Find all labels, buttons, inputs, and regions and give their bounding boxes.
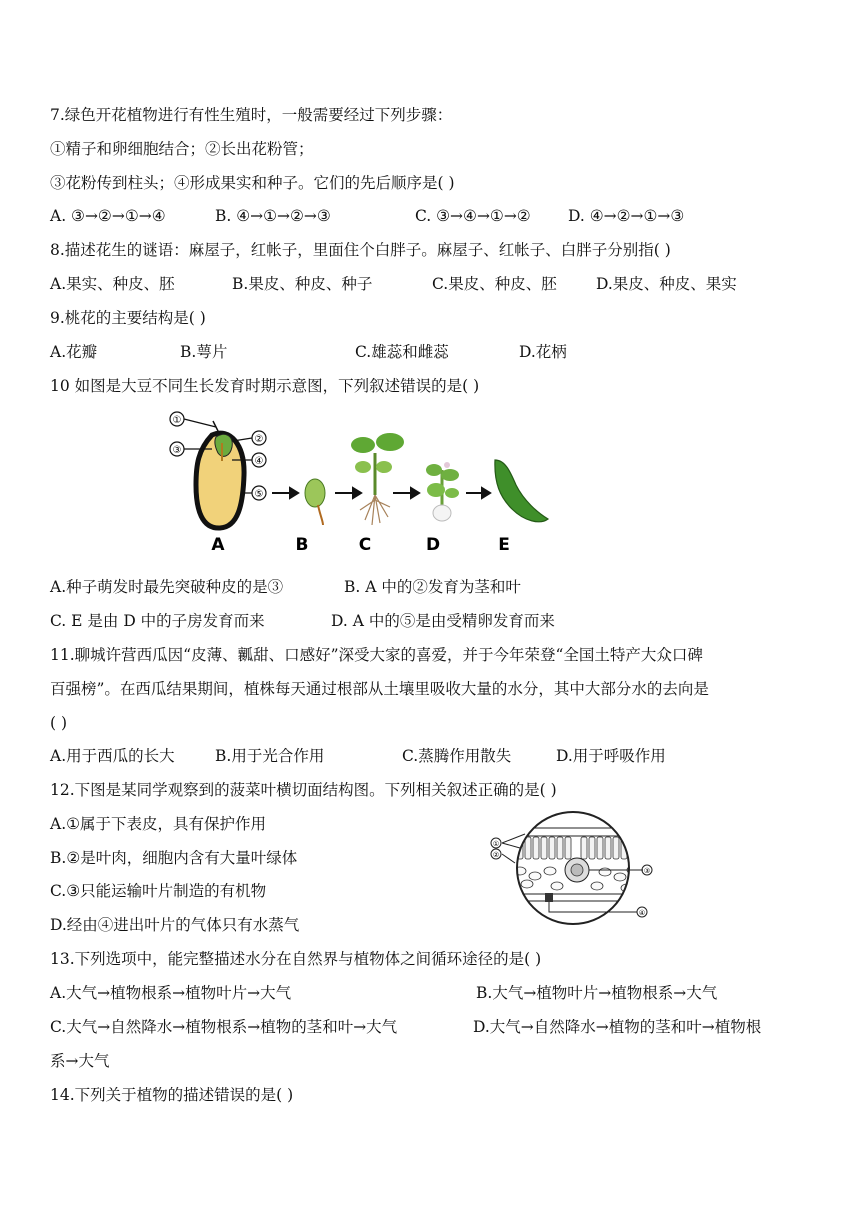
- q13-option-a: A.大气→植物根系→植物叶片→大气: [50, 984, 292, 1002]
- q8-option-d: D.果皮、种皮、果实: [596, 275, 737, 293]
- q11-option-d: D.用于呼吸作用: [556, 747, 666, 765]
- q11-line1: 11.聊城许营西瓜因“皮薄、瓤甜、口感好”深受大家的喜爱，并于今年荣登“全国土特产大众口碑: [50, 646, 703, 664]
- q12-option-a: A.①属于下表皮，具有保护作用: [50, 815, 267, 833]
- q13-option-d-cont: 系→大气: [50, 1052, 110, 1070]
- leaf-label-1: ①: [492, 840, 500, 848]
- q13-option-c: C.大气→自然降水→植物根系→植物的茎和叶→大气: [50, 1018, 398, 1036]
- stage-c-diagram: [351, 433, 404, 525]
- stage-label-e: E: [498, 535, 510, 555]
- q12-option-d: D.经由④进出叶片的气体只有水蒸气: [50, 916, 300, 934]
- stage-label-d: D: [425, 535, 441, 555]
- q12-option-b: B.②是叶肉，细胞内含有大量叶绿体: [50, 849, 298, 867]
- q9-stem: 9.桃花的主要结构是( ): [50, 309, 206, 327]
- q7-option-d: D. ④→②→①→③: [568, 207, 685, 225]
- stage-d-diagram: [426, 462, 459, 521]
- stage-label-c: C: [358, 535, 372, 555]
- q8-stem: 8.描述花生的谜语：麻屋子，红帐子，里面住个白胖子。麻屋子、红帐子、白胖子分别指( ): [50, 241, 671, 259]
- seed-label-3: ③: [172, 445, 182, 456]
- q8-option-b: B.果皮、种皮、种子: [232, 275, 373, 293]
- q8-option-c: C.果皮、种皮、胚: [432, 275, 557, 293]
- q13-option-b: B.大气→植物叶片→植物根系→大气: [476, 984, 718, 1002]
- q14-stem: 14.下列关于植物的描述错误的是( ): [50, 1086, 294, 1104]
- q10-option-d: D. A 中的⑤是由受精卵发育而来: [331, 612, 555, 630]
- stage-e-pod: [495, 460, 548, 522]
- leaf-cross-section-figure: [485, 808, 665, 928]
- q9-option-b: B.萼片: [180, 343, 228, 361]
- seed-label-2: ②: [254, 434, 264, 445]
- q10-option-b: B. A 中的②发育为茎和叶: [344, 578, 521, 596]
- q9-option-c: C.雄蕊和雌蕊: [355, 343, 449, 361]
- seed-label-4: ④: [254, 456, 264, 467]
- stage-label-b: B: [295, 535, 309, 555]
- q8-option-a: A.果实、种皮、胚: [50, 275, 175, 293]
- soybean-growth-figure: [160, 405, 560, 555]
- leaf-label-2: ②: [492, 851, 500, 859]
- q9-option-a: A.花瓣: [50, 343, 98, 361]
- stage-label-a: A: [211, 535, 225, 555]
- q13-stem: 13.下列选项中，能完整描述水分在自然界与植物体之间循环途径的是( ): [50, 950, 542, 968]
- q9-option-d: D.花柄: [519, 343, 567, 361]
- q12-stem: 12.下图是某同学观察到的菠菜叶横切面结构图。下列相关叙述正确的是( ): [50, 781, 557, 799]
- q7-option-b: B. ④→①→②→③: [215, 207, 331, 225]
- q11-line3: ( ): [50, 714, 68, 732]
- leaf-label-4: ④: [638, 909, 646, 917]
- q7-option-a: A. ③→②→①→④: [50, 207, 166, 225]
- q7-line2: ①精子和卵细胞结合；②长出花粉管；: [50, 140, 314, 158]
- q11-option-c: C.蒸腾作用散失: [402, 747, 512, 765]
- q10-stem: 10 如图是大豆不同生长发育时期示意图，下列叙述错误的是( ): [50, 377, 480, 395]
- q11-line2: 百强榜”。在西瓜结果期间，植株每天通过根部从土壤里吸收大量的水分，其中大部分水的去向是: [50, 680, 709, 698]
- leaf-label-3: ③: [643, 867, 651, 875]
- q10-option-a: A.种子萌发时最先突破种皮的是③: [50, 578, 284, 596]
- q7-stem: 7.绿色开花植物进行有性生殖时，一般需要经过下列步骤：: [50, 106, 453, 124]
- q10-option-c: C. E 是由 D 中的子房发育而来: [50, 612, 265, 630]
- q11-option-a: A.用于西瓜的长大: [50, 747, 175, 765]
- q13-option-d: D.大气→自然降水→植物的茎和叶→植物根: [473, 1018, 762, 1036]
- q11-option-b: B.用于光合作用: [215, 747, 325, 765]
- stage-b-diagram: [305, 479, 325, 525]
- q7-option-c: C. ③→④→①→②: [415, 207, 531, 225]
- q7-line3: ③花粉传到柱头；④形成果实和种子。它们的先后顺序是( ): [50, 174, 455, 192]
- seed-label-1: ①: [172, 415, 182, 426]
- seed-label-5: ⑤: [254, 489, 264, 500]
- q12-option-c: C.③只能运输叶片制造的有机物: [50, 882, 267, 900]
- seed-a-diagram: [196, 421, 244, 528]
